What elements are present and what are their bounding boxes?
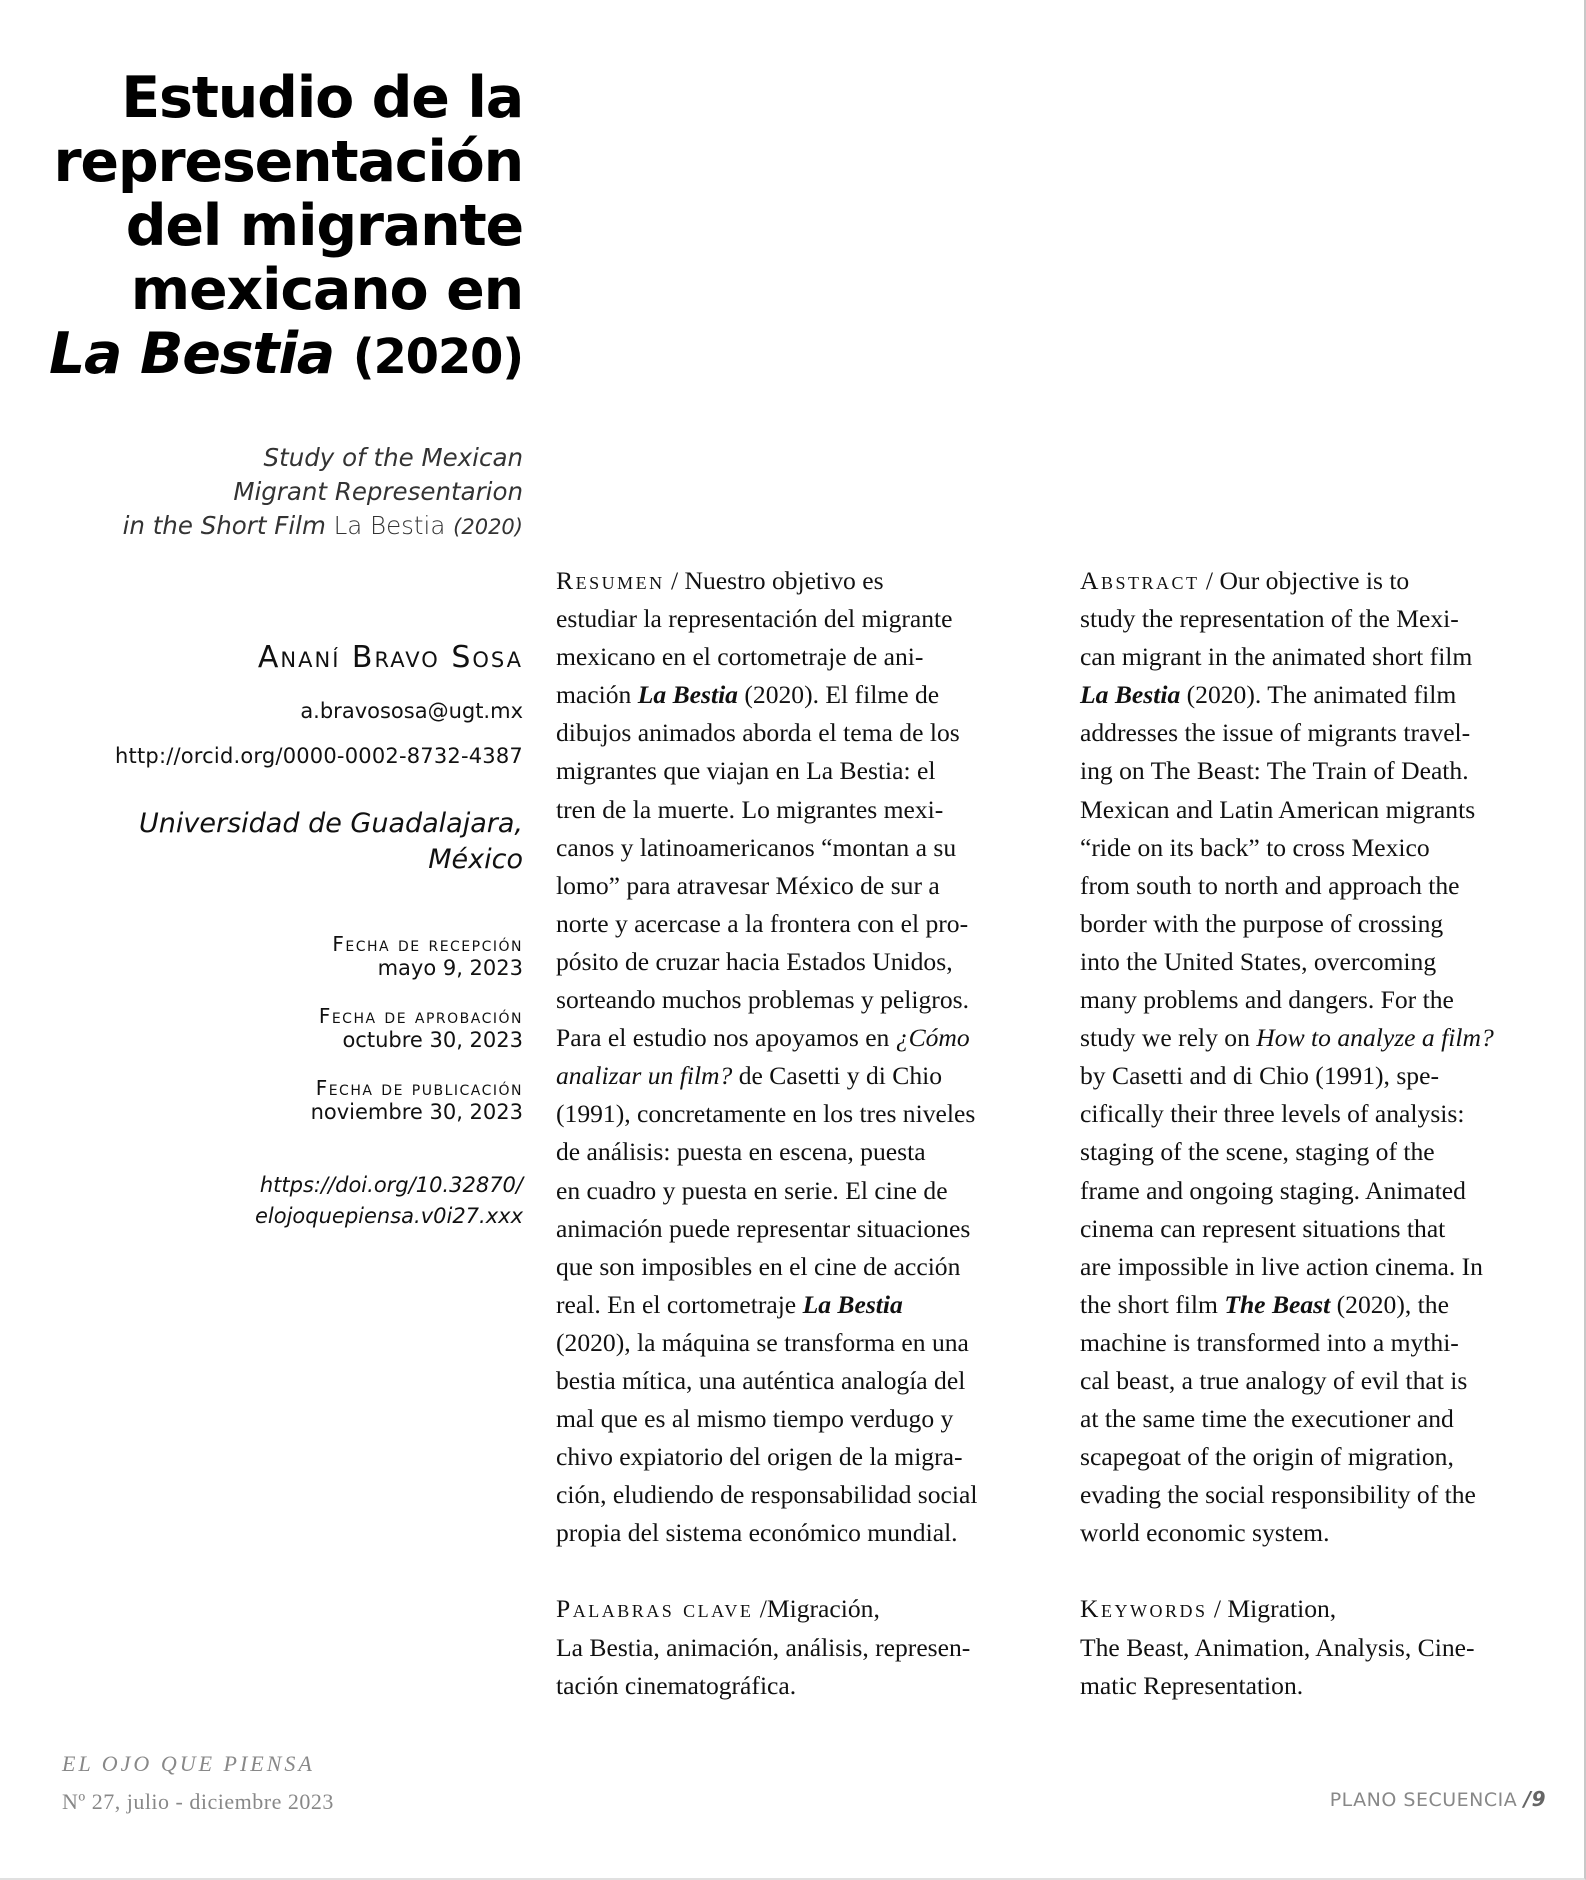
abstract-column xyxy=(1080,562,1570,1705)
text-line: en cuadro y puesta en serie. El cine de xyxy=(556,1175,948,1205)
text-line: ing on The Beast: The Train of Death. xyxy=(1080,756,1469,786)
text-line: propia del sistema económico mundial. xyxy=(556,1518,958,1548)
text-line: cifically their three levels of analysis: xyxy=(1080,1099,1465,1129)
title-line: del migrante xyxy=(125,193,523,259)
text-line: study the representation of the Mexi- xyxy=(1080,604,1459,634)
text-line: machine is transformed into a mythi- xyxy=(1080,1327,1459,1357)
text-line: study we rely on How to analyze a film? xyxy=(1080,1023,1494,1053)
footer-journal-name: EL OJO QUE PIENSA xyxy=(62,1751,315,1776)
date-value: mayo 9, 2023 xyxy=(377,956,523,980)
title-line: representación xyxy=(53,129,523,195)
text-line: sorteando muchos problemas y peligros. xyxy=(556,985,969,1015)
film-title: The Beast xyxy=(1224,1289,1331,1319)
author-email[interactable]: a.bravososa@ugt.mx xyxy=(300,699,523,723)
book-title: How to analyze a film? xyxy=(1256,1023,1494,1053)
text-line: norte y acercase a la frontera con el pro- xyxy=(556,908,969,938)
text-line: La Bestia, animación, análisis, represen- xyxy=(556,1632,971,1662)
text-line: cinema can represent situations that xyxy=(1080,1213,1446,1243)
text-line: tren de la muerte. Lo migrantes mexi- xyxy=(556,794,944,824)
keywords-paragraph xyxy=(1080,1590,1570,1704)
text-line: chivo expiatorio del origen de la migra- xyxy=(556,1442,963,1472)
title-year: (2020) xyxy=(352,329,523,385)
text-line: “ride on its back” to cross Mexico xyxy=(1080,832,1430,862)
text-line: from south to north and approach the xyxy=(1080,870,1460,900)
affiliation-line: México xyxy=(428,844,523,875)
palabras-clave-paragraph xyxy=(556,1590,1046,1704)
text-line: many problems and dangers. For the xyxy=(1080,985,1454,1015)
article-title xyxy=(40,66,523,389)
heading-separator: / xyxy=(1213,1594,1222,1624)
text-line: evading the social responsibility of the xyxy=(1080,1480,1476,1510)
subtitle-line: Migrant Representarion xyxy=(233,477,523,506)
text-line: Migration, xyxy=(1227,1594,1337,1624)
article-meta-column xyxy=(40,66,523,1232)
subtitle-line xyxy=(40,509,523,544)
author-orcid-link[interactable]: http://orcid.org/0000-0002-8732-4387 xyxy=(115,744,523,768)
text-line: are impossible in live action cinema. In xyxy=(1080,1251,1483,1281)
subtitle-line: Study of the Mexican xyxy=(263,443,523,472)
doi-link[interactable] xyxy=(40,1170,523,1232)
title-line xyxy=(40,322,523,389)
title-line: mexicano en xyxy=(130,257,523,323)
text-line: by Casetti and di Chio (1991), spe- xyxy=(1080,1061,1439,1091)
text-line: Nuestro objetivo es xyxy=(684,566,884,595)
approval-date-block xyxy=(40,1004,523,1052)
text-line: migrantes que viajan en La Bestia: el xyxy=(556,756,936,786)
text-line: animación puede representar situaciones xyxy=(556,1213,971,1243)
text-line: frame and ongoing staging. Animated xyxy=(1080,1175,1466,1205)
text-line: bestia mítica, una auténtica analogía del xyxy=(556,1365,966,1395)
abstract-heading: Abstract xyxy=(1080,566,1200,595)
text-line: La Bestia (2020). The animated film xyxy=(1080,680,1457,710)
text-line: mal que es al mismo tiempo verdugo y xyxy=(556,1404,954,1434)
date-label: Fecha de publicación xyxy=(315,1076,523,1100)
text-line: cal beast, a true analogy of evil that is xyxy=(1080,1365,1468,1395)
text-line: mexicano en el cortometraje de ani- xyxy=(556,642,924,672)
text-line: estudiar la representación del migrante xyxy=(556,604,953,634)
heading-separator: / xyxy=(759,1594,767,1624)
date-value: octubre 30, 2023 xyxy=(342,1028,523,1052)
text-line: addresses the issue of migrants travel- xyxy=(1080,718,1471,748)
text-line: de análisis: puesta en escena, puesta xyxy=(556,1137,926,1167)
text-line: Mexican and Latin American migrants xyxy=(1080,794,1476,824)
subtitle-film-name: La Bestia xyxy=(333,511,446,540)
text-line: lomo” para atravesar México de sur a xyxy=(556,870,940,900)
text-line: matic Representation. xyxy=(1080,1670,1304,1700)
film-title: La Bestia xyxy=(637,680,738,710)
text-line: (2020), la máquina se transforma en una xyxy=(556,1327,969,1357)
text-line: can migrant in the animated short film xyxy=(1080,642,1473,672)
affiliation-line: Universidad de Guadalajara, xyxy=(139,808,523,839)
subtitle-year: (2020) xyxy=(453,515,523,539)
text-line: dibujos animados aborda el tema de los xyxy=(556,718,960,748)
footer-issue: Nº 27, julio - diciembre 2023 xyxy=(62,1789,334,1814)
text-line: Para el estudio nos apoyamos en ¿Cómo xyxy=(556,1023,970,1053)
text-line: The Beast, Animation, Analysis, Cine- xyxy=(1080,1632,1475,1662)
text-line: the short film The Beast (2020), the xyxy=(1080,1289,1449,1319)
text-line: scapegoat of the origin of migration, xyxy=(1080,1442,1454,1472)
keywords-heading: Keywords xyxy=(1080,1594,1208,1624)
text-line: real. En el cortometraje La Bestia xyxy=(556,1289,903,1319)
title-line: Estudio de la xyxy=(121,65,523,131)
abstract-paragraph xyxy=(1080,562,1570,1552)
text-line: tación cinematográfica. xyxy=(556,1670,797,1700)
subtitle-prefix: in the Short Film xyxy=(122,511,334,540)
date-label: Fecha de recepción xyxy=(332,932,523,956)
heading-separator: / xyxy=(1205,566,1214,595)
affiliation xyxy=(40,806,523,878)
heading-separator: / xyxy=(670,566,679,595)
doi-line: https://doi.org/10.32870/ xyxy=(259,1173,523,1197)
publication-date-block xyxy=(40,1076,523,1124)
english-subtitle xyxy=(40,441,523,544)
book-title: ¿Cómo xyxy=(895,1023,970,1053)
text-line: world economic system. xyxy=(1080,1518,1330,1548)
palabras-clave-heading: Palabras clave xyxy=(556,1594,754,1624)
text-line: Migración, xyxy=(766,1594,880,1624)
footer-section-name: PLANO SECUENCIA xyxy=(1329,1789,1524,1811)
date-label: Fecha de aprobación xyxy=(318,1004,523,1028)
text-line: que son imposibles en el cine de acción xyxy=(556,1251,961,1281)
text-line: at the same time the executioner and xyxy=(1080,1404,1454,1434)
resumen-column xyxy=(556,562,1046,1705)
date-value: noviembre 30, 2023 xyxy=(310,1100,523,1124)
received-date-block xyxy=(40,932,523,980)
resumen-paragraph xyxy=(556,562,1046,1552)
text-line: pósito de cruzar hacia Estados Unidos, xyxy=(556,946,953,976)
text-line: border with the purpose of crossing xyxy=(1080,908,1444,938)
doi-line: elojoquepiensa.v0i27.xxx xyxy=(254,1204,523,1228)
text-line: ción, eludiendo de responsabilidad social xyxy=(556,1480,978,1510)
text-line: analizar un film? de Casetti y di Chio xyxy=(556,1061,943,1091)
text-line: staging of the scene, staging of the xyxy=(1080,1137,1435,1167)
resumen-heading: Resumen xyxy=(556,566,665,595)
page-number: /9 xyxy=(1523,1787,1546,1811)
title-film-name: La Bestia xyxy=(48,321,335,387)
text-line: mación La Bestia (2020). El filme de xyxy=(556,680,940,710)
text-line: (1991), concretamente en los tres niveles xyxy=(556,1099,976,1129)
footer-section xyxy=(1330,1787,1546,1811)
book-title: analizar un film? xyxy=(556,1061,733,1091)
text-line: Our objective is to xyxy=(1219,566,1410,595)
author-name: Ananí Bravo Sosa xyxy=(257,640,523,675)
film-title: La Bestia xyxy=(802,1289,903,1319)
text-line: canos y latinoamericanos “montan a su xyxy=(556,832,957,862)
text-line: into the United States, overcoming xyxy=(1080,946,1437,976)
film-title: La Bestia xyxy=(1080,680,1181,710)
